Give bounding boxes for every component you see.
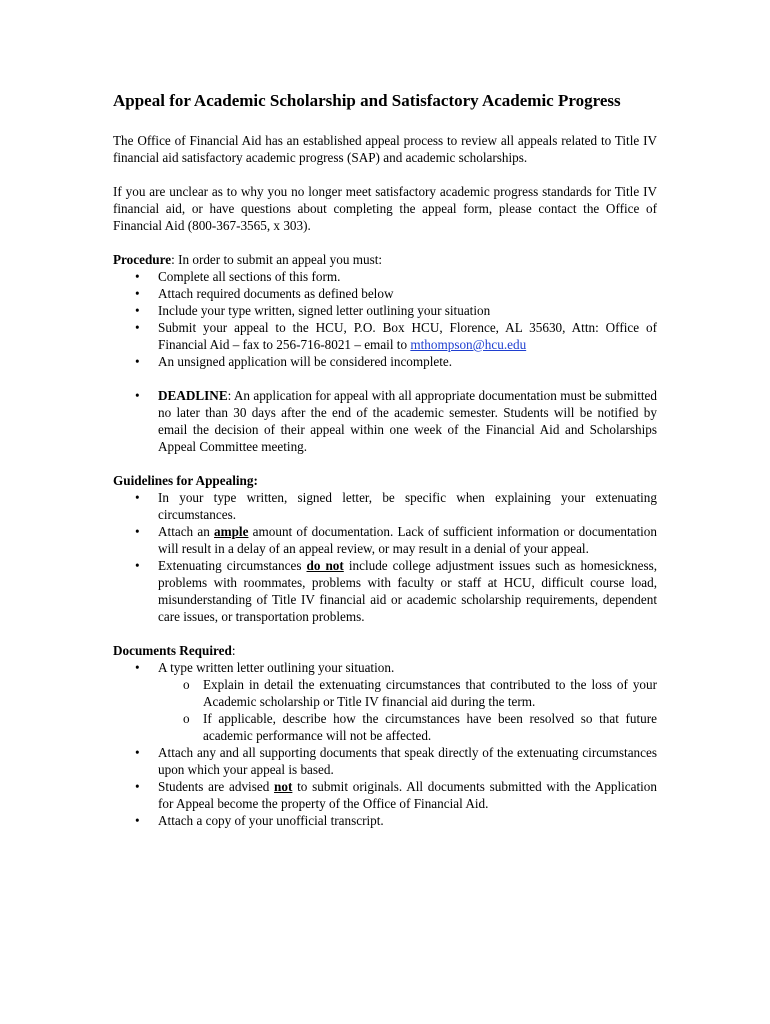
list-item (113, 268, 657, 285)
sub-list-item-text: If applicable, describe how the circumstances have been resolved so that future academic performance will not be affected. (203, 711, 657, 743)
deadline-item (113, 387, 657, 455)
documents-label: Documents Required (113, 643, 232, 658)
list-item (113, 302, 657, 319)
guidelines-section (113, 472, 657, 625)
bullet-icon: • (135, 745, 140, 760)
intro-paragraph-2: If you are unclear as to why you no longer meet satisfactory academic progress standards for Title IV financial aid, or have questions about completing the appeal form, please contact the Office of Financial Aid (800-367-3565, x 303). (113, 184, 657, 233)
bullet-icon: • (135, 779, 140, 794)
list-item (113, 523, 657, 557)
documents-section (113, 642, 657, 829)
emphasis-text: ample (214, 524, 249, 539)
bullet-icon: • (135, 388, 140, 403)
list-item (113, 353, 657, 370)
intro-paragraph-1: The Office of Financial Aid has an established appeal process to review all appeals related to Title IV financial aid satisfactory academic progress (SAP) and academic scholarships. (113, 133, 657, 165)
list-item (113, 557, 657, 625)
emphasis-text: do not (306, 558, 344, 573)
list-item-text: A type written letter outlining your situation. (158, 660, 395, 675)
list-item-text: amount of documentation. Lack of sufficient information or documentation will result in a delay of an appeal review, or may result in a denial of your appeal. (158, 524, 657, 556)
circle-bullet-icon: o (183, 677, 190, 692)
list-item-text: Students are advised (158, 779, 275, 794)
list-item (113, 489, 657, 523)
bullet-icon: • (135, 660, 140, 675)
list-item (113, 778, 657, 812)
list-item-text: Extenuating circumstances (158, 558, 307, 573)
documents-colon: : (231, 643, 236, 658)
list-item-text: In your type written, signed letter, be specific when explaining your extenuating circumstances. (158, 490, 657, 522)
guidelines-heading: Guidelines for Appealing: (113, 473, 258, 488)
procedure-list (113, 268, 657, 455)
documents-sublist (113, 676, 657, 744)
deadline-text: : An application for appeal with all appropriate documentation must be submitted no later than 30 days after the end of the academic semester. Students will be notified by email the decision of their appeal within one week of the Financial Aid and Scholarships Appeal Committee meeting. (158, 388, 657, 454)
procedure-lead: : In order to submit an appeal you must: (171, 252, 383, 267)
bullet-icon: • (135, 558, 140, 573)
guidelines-list (113, 489, 657, 625)
document-page (113, 90, 657, 829)
list-item-text: Attach an (158, 524, 215, 539)
list-item-text: Include your type written, signed letter outlining your situation (158, 303, 491, 318)
list-item-text: Attach any and all supporting documents that speak directly of the extenuating circumstances upon which your appeal is based. (158, 745, 657, 777)
spacer (113, 370, 657, 387)
circle-bullet-icon: o (183, 711, 190, 726)
bullet-icon: • (135, 813, 140, 828)
procedure-heading (113, 251, 657, 268)
list-item (113, 659, 657, 744)
bullet-icon: • (135, 303, 140, 318)
procedure-section (113, 251, 657, 455)
email-link[interactable]: mthompson@hcu.edu (410, 337, 527, 352)
bullet-icon: • (135, 354, 140, 369)
list-item-text: Attach required documents as defined below (158, 286, 394, 301)
list-item-text: to submit originals. All documents submitted with the Application for Appeal become the property of the Office of Financial Aid. (158, 779, 657, 811)
list-item-text: An unsigned application will be considered incomplete. (158, 354, 453, 369)
documents-heading (113, 642, 657, 659)
sub-list-item (113, 676, 657, 710)
list-item (113, 812, 657, 829)
bullet-icon: • (135, 490, 140, 505)
list-item-text: Attach a copy of your unofficial transcript. (158, 813, 384, 828)
sub-list-item-text: Explain in detail the extenuating circumstances that contributed to the loss of your Academic scholarship or Title IV financial aid during the term. (203, 677, 657, 709)
procedure-label: Procedure (113, 252, 172, 267)
submit-instructions: Submit your appeal to the HCU, P.O. Box HCU, Florence, AL 35630, Attn: Office of Financial Aid – fax to 256-716-8021 – email to (158, 320, 657, 352)
page-title: Appeal for Academic Scholarship and Satisfactory Academic Progress (113, 91, 621, 110)
list-item (113, 319, 657, 353)
sub-list-item (113, 710, 657, 744)
list-item (113, 744, 657, 778)
documents-list (113, 659, 657, 829)
bullet-icon: • (135, 320, 140, 335)
list-item-text: include college adjustment issues such as homesickness, problems with roommates, problems with faculty or staff at HCU, difficult course load, misunderstanding of Title IV financial aid or academic scholarship requirements, dependent care issues, or transportation problems. (158, 558, 658, 624)
list-item-text: Complete all sections of this form. (158, 269, 341, 284)
emphasis-text: not (274, 779, 293, 794)
bullet-icon: • (135, 269, 140, 284)
deadline-label: DEADLINE (158, 388, 228, 403)
list-item (113, 285, 657, 302)
bullet-icon: • (135, 524, 140, 539)
bullet-icon: • (135, 286, 140, 301)
